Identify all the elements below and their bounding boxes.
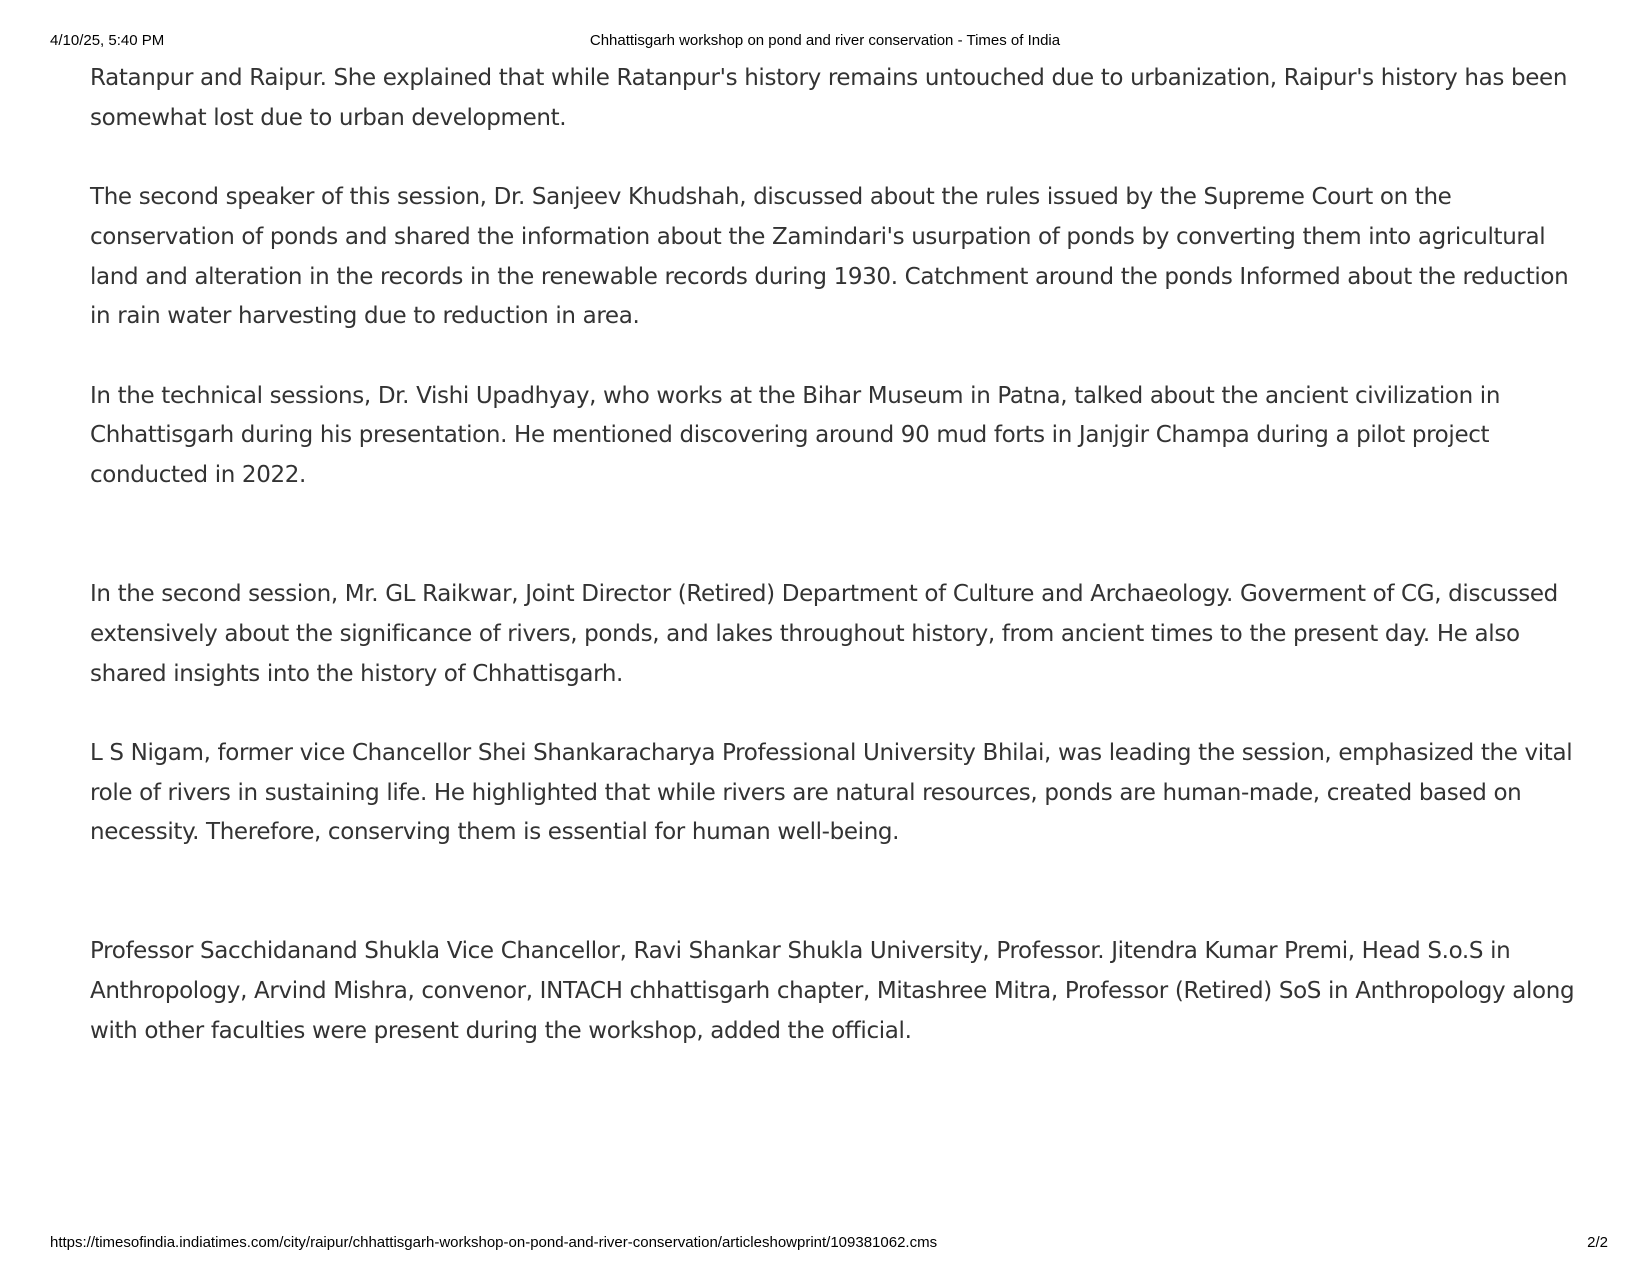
article-paragraph: The second speaker of this session, Dr. Sanjeev Khudshah, discussed about the rules issued by the Supreme Court on the conservation of ponds and shared the information about the Zamindari's usurpation of ponds by converting them into agricultural land and alteration in the records in the renewable records during 1930. Catchment around the ponds Informed about the reduction in rain water harvesting due to reduction in area.: [90, 184, 1569, 330]
print-header: [0, 32, 1650, 52]
article-paragraph: Professor Sacchidanand Shukla Vice Chancellor, Ravi Shankar Shukla University, Professor. Jitendra Kumar Premi, Head S.o.S in Anthropology, Arvind Mishra, convenor, INTACH chhattisgarh chapter, Mitashree Mitra, Professor (Retired) SoS in Anthropology along with other faculties were present during the workshop, added the official.: [90, 938, 1575, 1044]
print-datetime: 4/10/25, 5:40 PM: [50, 32, 165, 49]
print-page-number: 2/2: [1587, 1234, 1608, 1251]
article-paragraph: In the second session, Mr. GL Raikwar, Joint Director (Retired) Department of Culture and Archaeology. Goverment of CG, discussed extensively about the significance of rivers, ponds, and lakes throughout history, from ancient times to the present day. He also shared insights into the history of Chhattisgarh.: [90, 581, 1558, 687]
article-body: [90, 59, 1590, 1052]
print-url: https://timesofindia.indiatimes.com/city/raipur/chhattisgarh-workshop-on-pond-and-river-conservation/articleshowprint/109381062.cms: [50, 1234, 938, 1251]
article-paragraph: In the technical sessions, Dr. Vishi Upadhyay, who works at the Bihar Museum in Patna, talked about the ancient civilization in Chhattisgarh during his presentation. He mentioned discovering around 90 mud forts in Janjgir Champa during a pilot project conducted in 2022.: [90, 382, 1501, 488]
article-paragraph: L S Nigam, former vice Chancellor Shei Shankaracharya Professional University Bhilai, was leading the session, emphasized the vital role of rivers in sustaining life. He highlighted that while rivers are natural resources, ponds are human-made, created based on necessity. Therefore, conserving them is essential for human well-being.: [90, 739, 1573, 846]
print-page-title: Chhattisgarh workshop on pond and river conservation - Times of India: [589, 32, 1061, 49]
article-paragraph: Ratanpur and Raipur. She explained that while Ratanpur's history remains untouched due to urbanization, Raipur's history has been somewhat lost due to urban development.: [90, 65, 1568, 131]
print-footer: [0, 1234, 1650, 1254]
